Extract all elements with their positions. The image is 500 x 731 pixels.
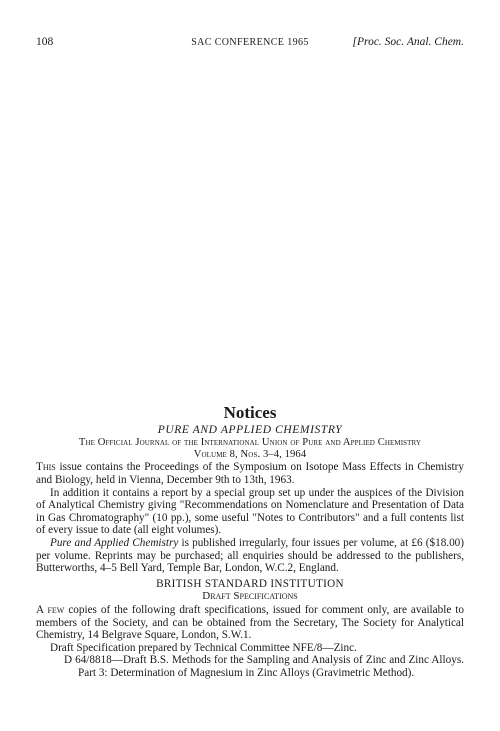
bsi-subheading: Draft Specifications [202, 590, 298, 603]
pac-heading: PURE AND APPLIED CHEMISTRY [157, 424, 343, 436]
notices-title: Notices [223, 403, 277, 422]
notices-section [36, 403, 464, 680]
bsi-heading: BRITISH STANDARD INSTITUTION [156, 577, 344, 590]
running-title: SAC CONFERENCE 1965 [191, 37, 309, 48]
journal-line: The Official Journal of the International Union of Pure and Applied Chemistry [78, 436, 422, 448]
pac-paragraph-2: In addition it contains a report by a special group set up under the auspices of the Division of Analytical Chemistry giving "Recommendations on Nomenclature and Presentation of Data in Gas Chromatography" (10 pp.), some useful "Notes to Contributors" and a full contents list of every issue to date (all eight volumes). [36, 486, 464, 537]
page-header [36, 36, 464, 52]
journal-name: Pure and Applied Chemistry [50, 536, 179, 549]
volume-line: Volume 8, Nos. 3–4, 1964 [193, 449, 307, 460]
pac-paragraph-1: This issue contains the Proceedings of the Symposium on Isotope Mass Effects in Chemistry and Biology, held in Vienna, December 9th to 13th, 1963. [36, 461, 464, 486]
bsi-paragraph-2: Draft Specification prepared by Technical Committee NFE/8—Zinc. [50, 641, 357, 654]
page-number: 108 [36, 36, 54, 48]
pac-paragraph-3: Pure and Applied Chemistry is published irregularly, four issues per volume, at £6 ($18.00) per volume. Reprints may be purchased; all enquiries should be addressed to the publishers, Butterworths, 4–5 Bell Yard, Temple Bar, London, W.C.2, England. [36, 536, 465, 575]
journal-reference: [Proc. Soc. Anal. Chem. [352, 36, 464, 48]
draft-specification-item: D 64/8818—Draft B.S. Methods for the Sampling and Analysis of Zinc and Zinc Alloys. Part 3: Determination of Magnesium in Zinc Alloys (Gravimetric Method). [64, 654, 464, 679]
lead-in: This [36, 461, 56, 474]
lead-in: A few [36, 603, 65, 616]
bsi-paragraph-1: A few copies of the following draft specifications, issued for comment only, are available to members of the Society, and can be obtained from the Secretary, The Society for Analytical Chemistry, 14 Belgrave Square, London, S.W.1. [36, 603, 464, 642]
